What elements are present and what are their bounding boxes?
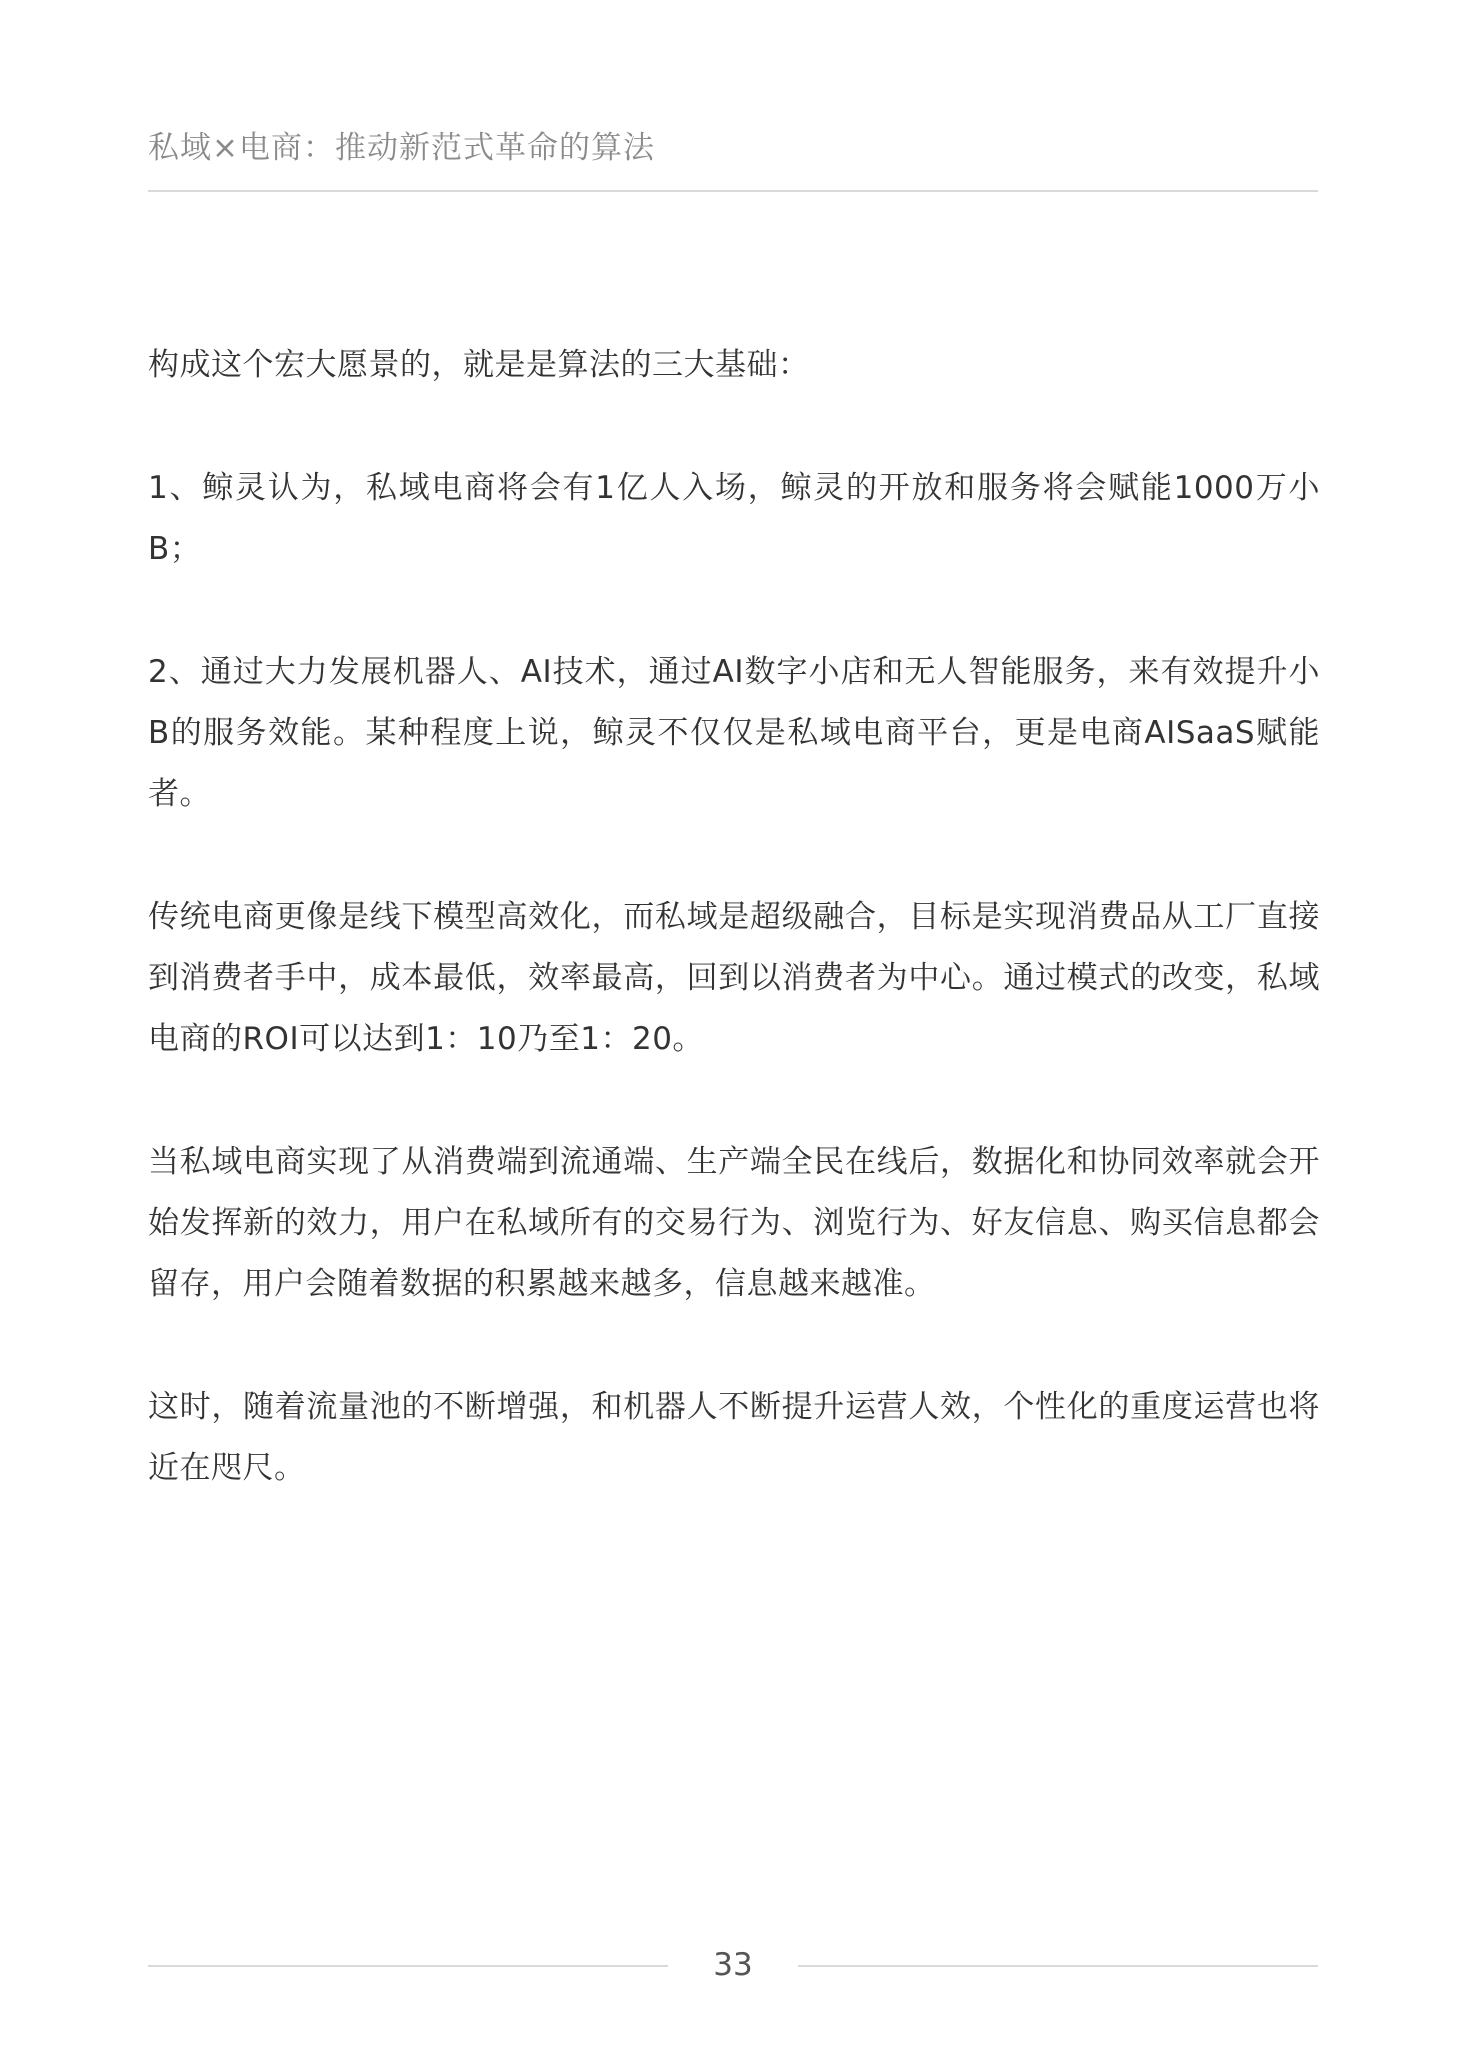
paragraph-data-collaboration: 当私域电商实现了从消费端到流通端、生产端全民在线后，数据化和协同效率就会开始发挥新的效力，用户在私域所有的交易行为、浏览行为、好友信息、购买信息都会留存，用户会随着数据的积累越来越多，信息越来越准。: [148, 1144, 1320, 1302]
page-number: 33: [713, 1947, 753, 1983]
page-footer: [148, 1940, 1318, 1990]
header-divider: [148, 190, 1318, 192]
footer-divider-right: [798, 1965, 1318, 1967]
page-header: [148, 128, 1318, 192]
paragraph-traditional-ecommerce: 传统电商更像是线下模型高效化，而私域是超级融合，目标是实现消费品从工厂直接到消费者手中，成本最低，效率最高，回到以消费者为中心。通过模式的改变，私域电商的ROI可以达到1：10乃至1：20。: [148, 899, 1320, 1057]
running-header-title: 私域×电商：推动新范式革命的算法: [148, 130, 655, 166]
paragraph-conclusion: 这时，随着流量池的不断增强，和机器人不断提升运营人效，个性化的重度运营也将近在咫尺。: [148, 1389, 1320, 1486]
body-text: [148, 335, 1320, 1561]
paragraph-intro: 构成这个宏大愿景的，就是是算法的三大基础：: [148, 347, 810, 383]
paragraph-point-2: 2、通过大力发展机器人、AI技术，通过AI数字小店和无人智能服务，来有效提升小B的服务效能。某种程度上说，鲸灵不仅仅是私域电商平台，更是电商AISaaS赋能者。: [148, 654, 1320, 812]
paragraph-point-1: 1、鲸灵认为，私域电商将会有1亿人入场，鲸灵的开放和服务将会赋能1000万小B；: [148, 470, 1320, 567]
